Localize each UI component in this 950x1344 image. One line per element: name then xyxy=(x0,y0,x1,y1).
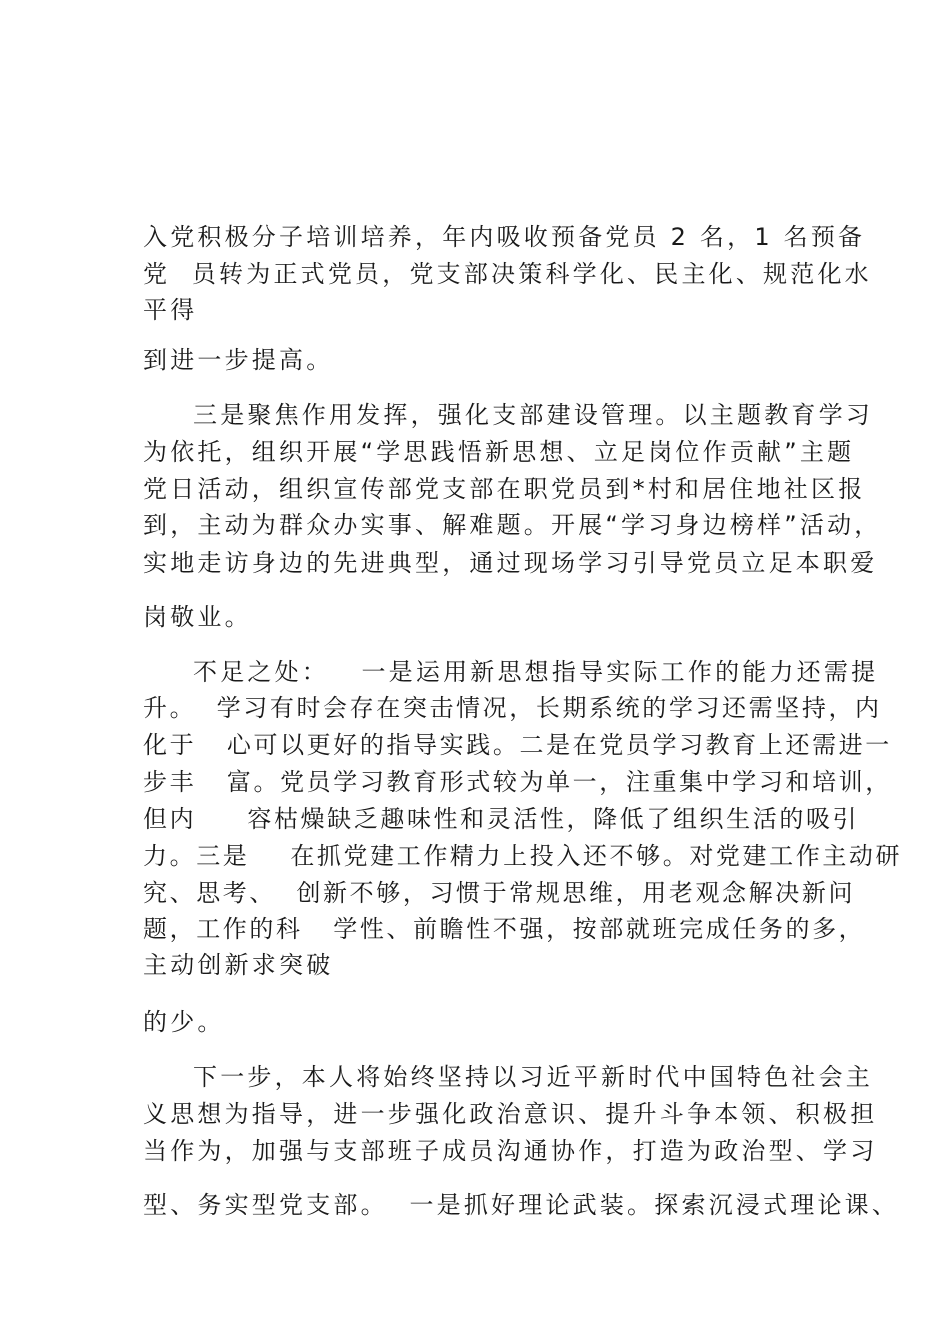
text-line: 步丰 富。党员学习教育形式较为单一，注重集中学习和培训， xyxy=(143,768,892,796)
text-line: 题，工作的科 学性、前瞻性不强，按部就班完成任务的多， xyxy=(143,915,866,943)
text-line: 党 员转为正式党员，党支部决策科学化、民主化、规范化水 xyxy=(143,260,872,288)
text-line: 义思想为指导，进一步强化政治意识、提升斗争本领、积极担 xyxy=(143,1100,878,1128)
text-line: 入党积极分子培训培养，年内吸收预备党员 2 名，1 名预备 xyxy=(143,223,866,251)
text-line: 岗敬业。 xyxy=(143,603,252,631)
text-line: 的少。 xyxy=(143,1008,225,1036)
text-line: 到进一步提高。 xyxy=(143,346,334,374)
text-line: 为依托，组织开展“学思践悟新思想、立足岗位作贡献”主题 xyxy=(143,438,855,466)
text-line: 但内 容枯燥缺乏趣味性和灵活性，降低了组织生活的吸引 xyxy=(143,805,860,833)
text-line: 三是聚焦作用发挥，强化支部建设管理。以主题教育学习 xyxy=(193,401,873,429)
text-line: 到，主动为群众办实事、解难题。开展“学习身边榜样”活动， xyxy=(143,511,882,539)
text-line: 当作为，加强与支部班子成员沟通协作，打造为政治型、学习 xyxy=(143,1137,878,1165)
text-line: 党日活动，组织宣传部党支部在职党员到*村和居住地社区报 xyxy=(143,475,866,503)
text-line: 化于 心可以更好的指导实践。二是在党员学习教育上还需进一 xyxy=(143,731,892,759)
text-line: 究、思考、 创新不够，习惯于常规思维，用老观念解决新问 xyxy=(143,879,856,907)
text-line: 主动创新求突破 xyxy=(143,951,334,979)
text-line: 平得 xyxy=(143,296,198,324)
text-line: 升。 学习有时会存在突击情况，长期系统的学习还需坚持，内 xyxy=(143,694,882,722)
text-line: 实地走访身边的先进典型，通过现场学习引导党员立足本职爱 xyxy=(143,549,878,577)
text-line: 不足之处： 一是运用新思想指导实际工作的能力还需提 xyxy=(193,658,879,686)
text-line: 下一步，本人将始终坚持以习近平新时代中国特色社会主 xyxy=(193,1063,873,1091)
text-line: 型、务实型党支部。 一是抓好理论武装。探索沉浸式理论课、 xyxy=(143,1191,900,1219)
text-line: 力。三是 在抓党建工作精力上投入还不够。对党建工作主动研 xyxy=(143,842,903,870)
